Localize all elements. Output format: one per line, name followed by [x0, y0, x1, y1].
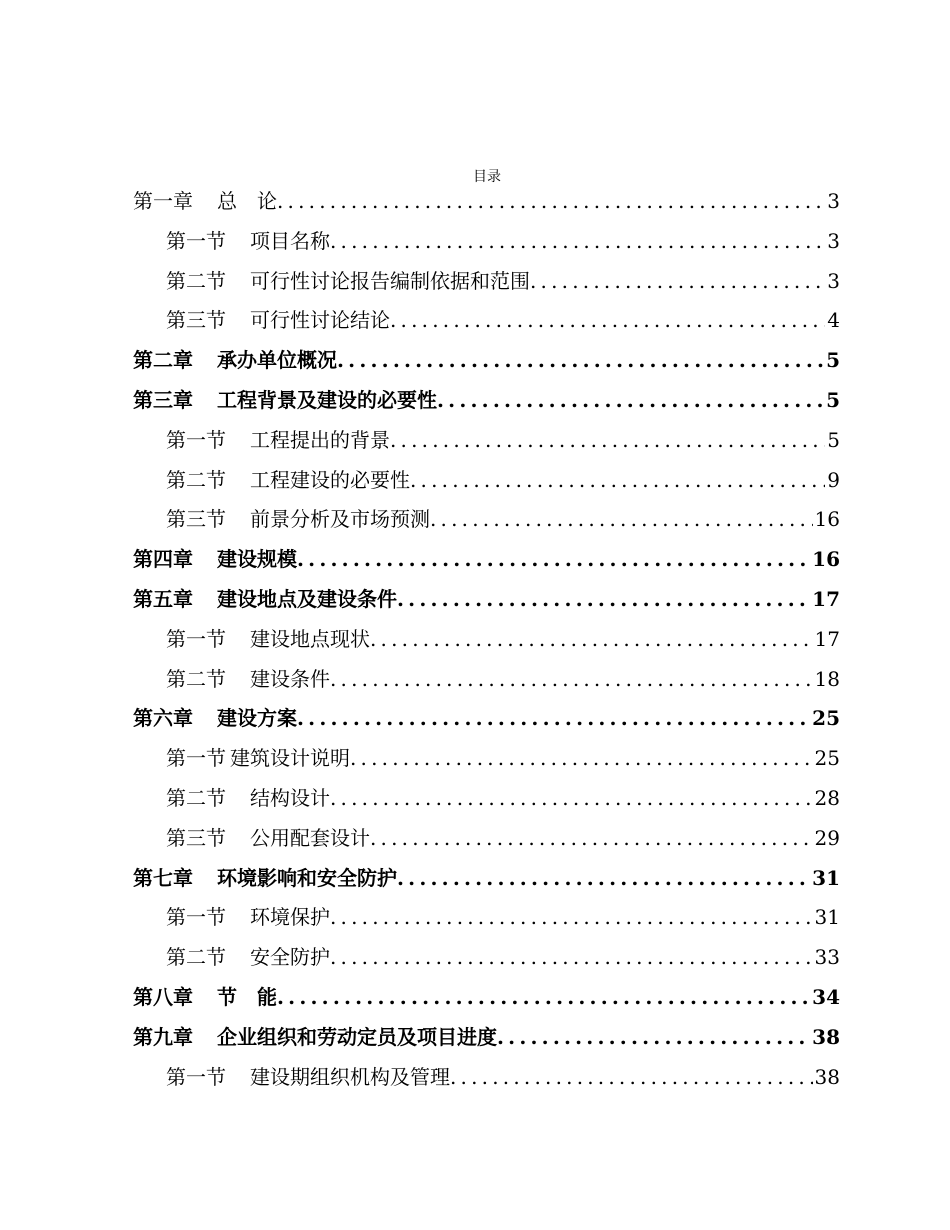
toc-entry-number: 第三章	[133, 387, 193, 412]
toc-entry-title: 建设期组织机构及管理	[250, 1064, 450, 1089]
toc-page-number: 38	[814, 1064, 840, 1089]
toc-section-entry[interactable]	[133, 660, 840, 700]
toc-entry-title: 公用配套设计	[250, 825, 370, 850]
toc-chapter-entry[interactable]	[133, 540, 840, 580]
toc-page-number: 29	[814, 825, 840, 850]
toc-leader-dots	[330, 938, 813, 978]
toc-chapter-entry[interactable]	[133, 699, 840, 739]
toc-entry-title: 企业组织和劳动定员及项目进度	[217, 1024, 497, 1049]
toc-section-entry[interactable]	[133, 1058, 840, 1098]
toc-entry-title: 可行性讨论报告编制依据和范围	[250, 268, 530, 293]
toc-page-number: 33	[814, 945, 840, 970]
toc-leader-dots	[450, 1058, 813, 1098]
toc-section-entry[interactable]	[133, 938, 840, 978]
toc-chapter-entry[interactable]	[133, 978, 840, 1018]
toc-chapter-entry[interactable]	[133, 341, 840, 381]
toc-entry-title: 建设地点及建设条件	[217, 586, 397, 611]
toc-section-entry[interactable]	[133, 620, 840, 660]
toc-entry-number: 第二节	[166, 785, 226, 810]
toc-entry-number: 第七章	[133, 865, 193, 890]
toc-entry-title: 节 能	[217, 984, 277, 1009]
toc-entry-title: 建设方案	[217, 706, 297, 731]
toc-entry-title: 建设地点现状	[250, 626, 370, 651]
table-of-contents	[133, 182, 840, 1097]
toc-entry-number: 第四章	[133, 547, 193, 572]
toc-leader-dots	[330, 222, 825, 262]
toc-page-number: 5	[827, 427, 840, 452]
toc-leader-dots	[530, 262, 825, 302]
toc-section-entry[interactable]	[133, 500, 840, 540]
toc-entry-number: 第二节	[166, 945, 226, 970]
toc-entry-number: 第一节	[166, 626, 226, 651]
toc-entry-number: 第一节	[166, 746, 226, 771]
toc-entry-title: 安全防护	[250, 945, 330, 970]
toc-entry-title: 项目名称	[250, 228, 330, 253]
toc-page-number: 3	[827, 268, 840, 293]
toc-entry-title: 结构设计	[250, 785, 330, 810]
toc-leader-dots	[330, 660, 813, 700]
toc-page-number: 25	[812, 706, 840, 731]
toc-page-number: 5	[826, 348, 840, 373]
toc-leader-dots	[337, 341, 824, 381]
toc-section-entry[interactable]	[133, 301, 840, 341]
toc-entry-title: 工程提出的背景	[250, 427, 390, 452]
toc-leader-dots	[437, 381, 824, 421]
toc-entry-number: 第一节	[166, 1064, 226, 1089]
toc-entry-title: 可行性讨论结论	[250, 308, 390, 333]
toc-section-entry[interactable]	[133, 262, 840, 302]
toc-page-number: 17	[814, 626, 840, 651]
toc-section-entry[interactable]	[133, 739, 840, 779]
toc-section-entry[interactable]	[133, 819, 840, 859]
toc-entry-title: 承办单位概况	[217, 348, 337, 373]
toc-entry-title: 工程背景及建设的必要性	[217, 387, 437, 412]
toc-leader-dots	[277, 182, 825, 222]
toc-leader-dots	[350, 739, 813, 779]
toc-section-entry[interactable]	[133, 222, 840, 262]
toc-chapter-entry[interactable]	[133, 859, 840, 899]
toc-chapter-entry[interactable]	[133, 182, 840, 222]
toc-leader-dots	[497, 1018, 810, 1058]
toc-page-number: 16	[812, 547, 840, 572]
toc-entry-title: 建筑设计说明	[230, 746, 350, 771]
toc-leader-dots	[297, 540, 810, 580]
toc-leader-dots	[297, 699, 810, 739]
toc-leader-dots	[390, 301, 825, 341]
toc-leader-dots	[430, 500, 813, 540]
toc-entry-number: 第二节	[166, 467, 226, 492]
toc-entry-title: 环境影响和安全防护	[217, 865, 397, 890]
toc-leader-dots	[410, 461, 825, 501]
toc-chapter-entry[interactable]	[133, 580, 840, 620]
toc-chapter-entry[interactable]	[133, 381, 840, 421]
toc-page-number: 38	[812, 1024, 840, 1049]
toc-section-entry[interactable]	[133, 421, 840, 461]
toc-page-number: 17	[812, 586, 840, 611]
toc-entry-title: 环境保护	[250, 905, 330, 930]
toc-page-number: 4	[827, 308, 840, 333]
toc-entry-title: 工程建设的必要性	[250, 467, 410, 492]
toc-page-number: 31	[812, 865, 840, 890]
toc-entry-number: 第八章	[133, 984, 193, 1009]
toc-leader-dots	[397, 580, 810, 620]
toc-entry-number: 第二章	[133, 348, 193, 373]
toc-leader-dots	[390, 421, 825, 461]
toc-entry-title: 建设规模	[217, 547, 297, 572]
toc-leader-dots	[330, 779, 813, 819]
toc-section-entry[interactable]	[133, 779, 840, 819]
toc-entry-number: 第五章	[133, 586, 193, 611]
toc-entry-title: 总 论	[217, 189, 277, 213]
toc-entry-number: 第三节	[166, 825, 226, 850]
toc-page-number: 9	[827, 467, 840, 492]
toc-entry-title: 建设条件	[250, 666, 330, 691]
toc-section-entry[interactable]	[133, 898, 840, 938]
toc-entry-number: 第九章	[133, 1024, 193, 1049]
toc-leader-dots	[370, 620, 813, 660]
toc-leader-dots	[277, 978, 810, 1018]
toc-page-number: 28	[814, 785, 840, 810]
toc-leader-dots	[370, 819, 813, 859]
toc-entry-number: 第一节	[166, 228, 226, 253]
toc-chapter-entry[interactable]	[133, 1018, 840, 1058]
toc-entry-number: 第六章	[133, 706, 193, 731]
toc-entry-number: 第二节	[166, 666, 226, 691]
toc-page-number: 16	[814, 507, 840, 532]
toc-section-entry[interactable]	[133, 461, 840, 501]
toc-page-number: 18	[814, 666, 840, 691]
toc-entry-number: 第一节	[166, 905, 226, 930]
toc-entry-number: 第三节	[166, 308, 226, 333]
toc-leader-dots	[397, 859, 810, 899]
toc-entry-number: 第一章	[133, 189, 193, 213]
toc-entry-number: 第一节	[166, 427, 226, 452]
toc-entry-number: 第二节	[166, 268, 226, 293]
toc-entry-title: 前景分析及市场预测	[250, 507, 430, 532]
toc-page-number: 25	[814, 746, 840, 771]
toc-page-number: 5	[826, 387, 840, 412]
toc-page-number: 34	[812, 984, 840, 1009]
toc-page-number: 3	[827, 189, 840, 213]
toc-entry-number: 第三节	[166, 507, 226, 532]
toc-page-number: 31	[814, 905, 840, 930]
toc-heading: 目录	[473, 169, 501, 185]
toc-leader-dots	[330, 898, 813, 938]
toc-page-number: 3	[827, 228, 840, 253]
